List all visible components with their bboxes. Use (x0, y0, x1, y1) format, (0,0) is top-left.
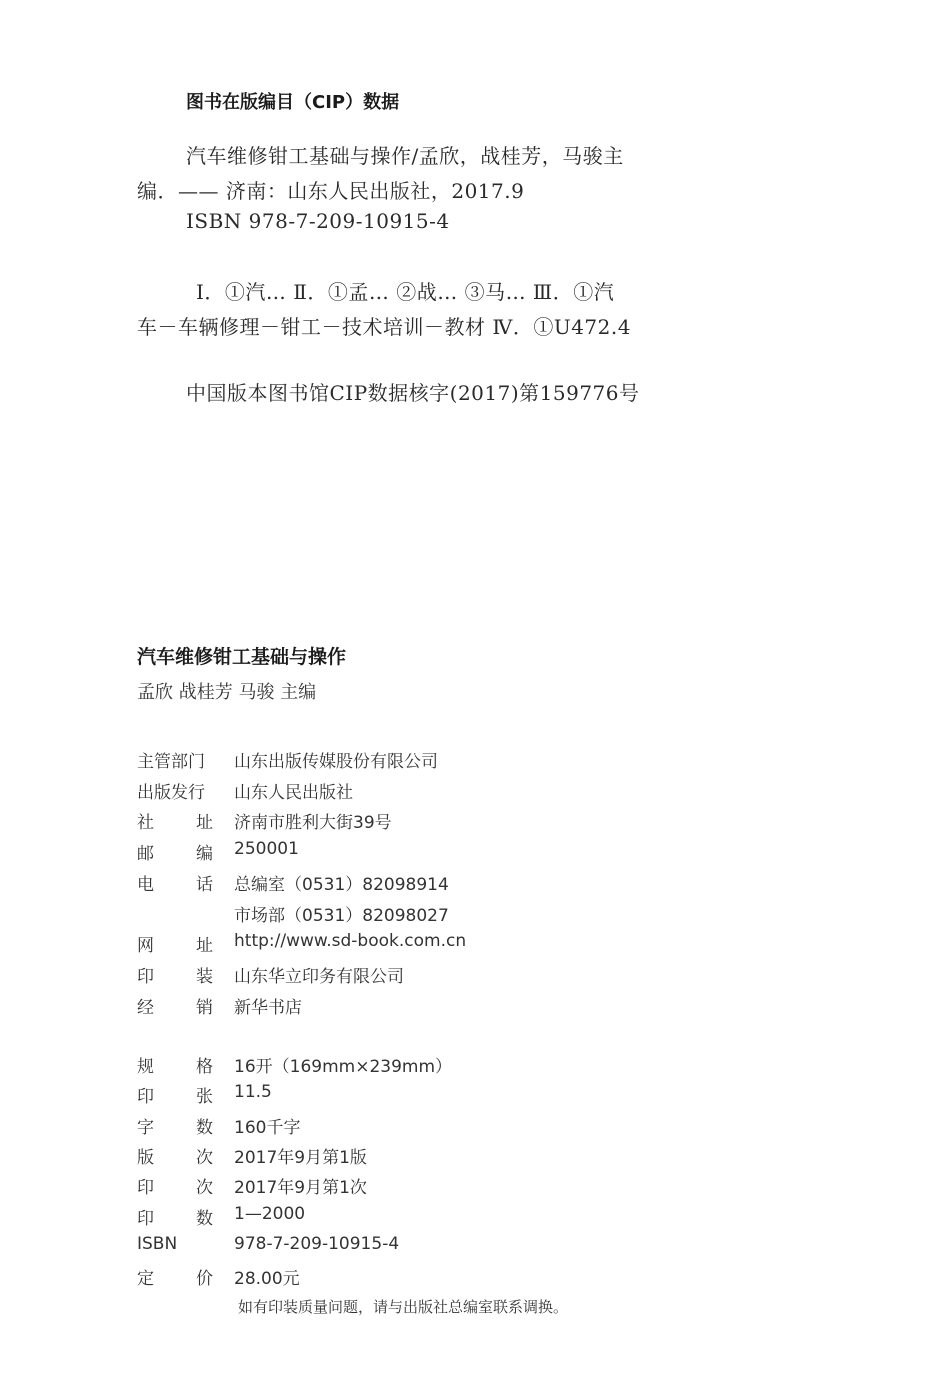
label-char: 销 (196, 997, 213, 1018)
spec-value: 11.5 (234, 1082, 272, 1103)
label-char: 印 (137, 966, 154, 987)
spec-label (137, 1052, 213, 1077)
spec-label (137, 1082, 213, 1107)
label-char: 印 (137, 1178, 154, 1199)
label-char: 社 (137, 813, 154, 834)
label-char: ISBN (137, 1233, 178, 1254)
label-char: 定 (137, 1269, 154, 1290)
label-char: 出版发行 (137, 782, 205, 803)
publisher-info-label (137, 993, 213, 1018)
label-char: 版 (137, 1147, 154, 1168)
publisher-info-value: 新华书店 (234, 997, 302, 1018)
cip-publisher-line: 编．—— 济南：山东人民出版社，2017.9 (137, 179, 525, 203)
spec-value: 978-7-209-10915-4 (234, 1233, 400, 1254)
label-char: 编 (196, 844, 213, 865)
label-char: 邮 (137, 844, 154, 865)
spec-value: 16开（169mm×239mm） (234, 1057, 453, 1077)
label-char: 规 (137, 1057, 154, 1077)
publisher-info-value: 济南市胜利大街39号 (234, 813, 392, 834)
publisher-info-value: 山东出版传媒股份有限公司 (234, 752, 438, 772)
publisher-info-label (137, 778, 217, 803)
publisher-info-value: 总编室（0531）82098914 (234, 874, 449, 895)
cip-classification-line-1: Ⅰ．①汽… Ⅱ．①孟… ②战… ③马… Ⅲ．①汽 (196, 280, 615, 304)
cip-record-number: 中国版本图书馆CIP数据核字(2017)第159776号 (186, 381, 640, 405)
spec-value: 28.00元 (234, 1269, 300, 1290)
spec-label (137, 1264, 213, 1289)
spec-label (137, 1143, 213, 1168)
spec-value: 160千字 (234, 1117, 301, 1138)
label-char: 主管部门 (137, 752, 205, 772)
publisher-info-value: 市场部（0531）82098027 (234, 905, 449, 926)
quality-note: 如有印装质量问题，请与出版社总编室联系调换。 (238, 1298, 569, 1316)
publisher-info-value: http://www.sd-book.com.cn (234, 931, 467, 952)
publisher-info-label (137, 808, 213, 833)
cip-title-line: 汽车维修钳工基础与操作/孟欣，战桂芳，马骏主 (186, 144, 624, 168)
label-char: 张 (196, 1087, 213, 1108)
label-char: 经 (137, 997, 154, 1018)
label-char: 话 (196, 874, 213, 895)
label-char: 印 (137, 1087, 154, 1108)
publisher-info-label (137, 870, 213, 895)
spec-value: 1—2000 (234, 1203, 306, 1224)
label-char: 印 (137, 1208, 154, 1229)
publisher-info-value: 250001 (234, 839, 299, 860)
label-char: 数 (196, 1208, 213, 1229)
label-char: 字 (137, 1117, 154, 1138)
spec-label (137, 1113, 213, 1138)
spec-label (137, 1234, 217, 1254)
spec-label (137, 1204, 213, 1229)
spec-value: 2017年9月第1次 (234, 1178, 367, 1199)
cip-heading: 图书在版编目（CIP）数据 (186, 92, 400, 113)
cip-classification-line-2: 车－车辆修理－钳工－技术培训－教材 Ⅳ．①U472.4 (137, 315, 631, 339)
label-char: 址 (196, 813, 213, 834)
label-char: 次 (196, 1147, 213, 1168)
label-char: 价 (196, 1269, 213, 1290)
publisher-info-value: 山东华立印务有限公司 (234, 966, 404, 987)
cip-isbn-line: ISBN 978-7-209-10915-4 (186, 209, 450, 233)
label-char: 格 (196, 1057, 213, 1077)
spec-label (137, 1173, 213, 1198)
label-char: 电 (137, 874, 154, 895)
label-char: 址 (196, 936, 213, 957)
publisher-info-label (137, 839, 213, 864)
spec-value: 2017年9月第1版 (234, 1147, 367, 1168)
publisher-info-label (137, 962, 213, 987)
publisher-info-label (137, 747, 217, 772)
publisher-info-label (137, 931, 213, 956)
label-char: 网 (137, 936, 154, 957)
label-char: 次 (196, 1178, 213, 1199)
book-title: 汽车维修钳工基础与操作 (137, 646, 347, 668)
publisher-info-value: 山东人民出版社 (234, 782, 353, 803)
label-char: 数 (196, 1117, 213, 1138)
book-authors: 孟欣 战桂芳 马骏 主编 (137, 682, 317, 703)
label-char: 装 (196, 966, 213, 987)
